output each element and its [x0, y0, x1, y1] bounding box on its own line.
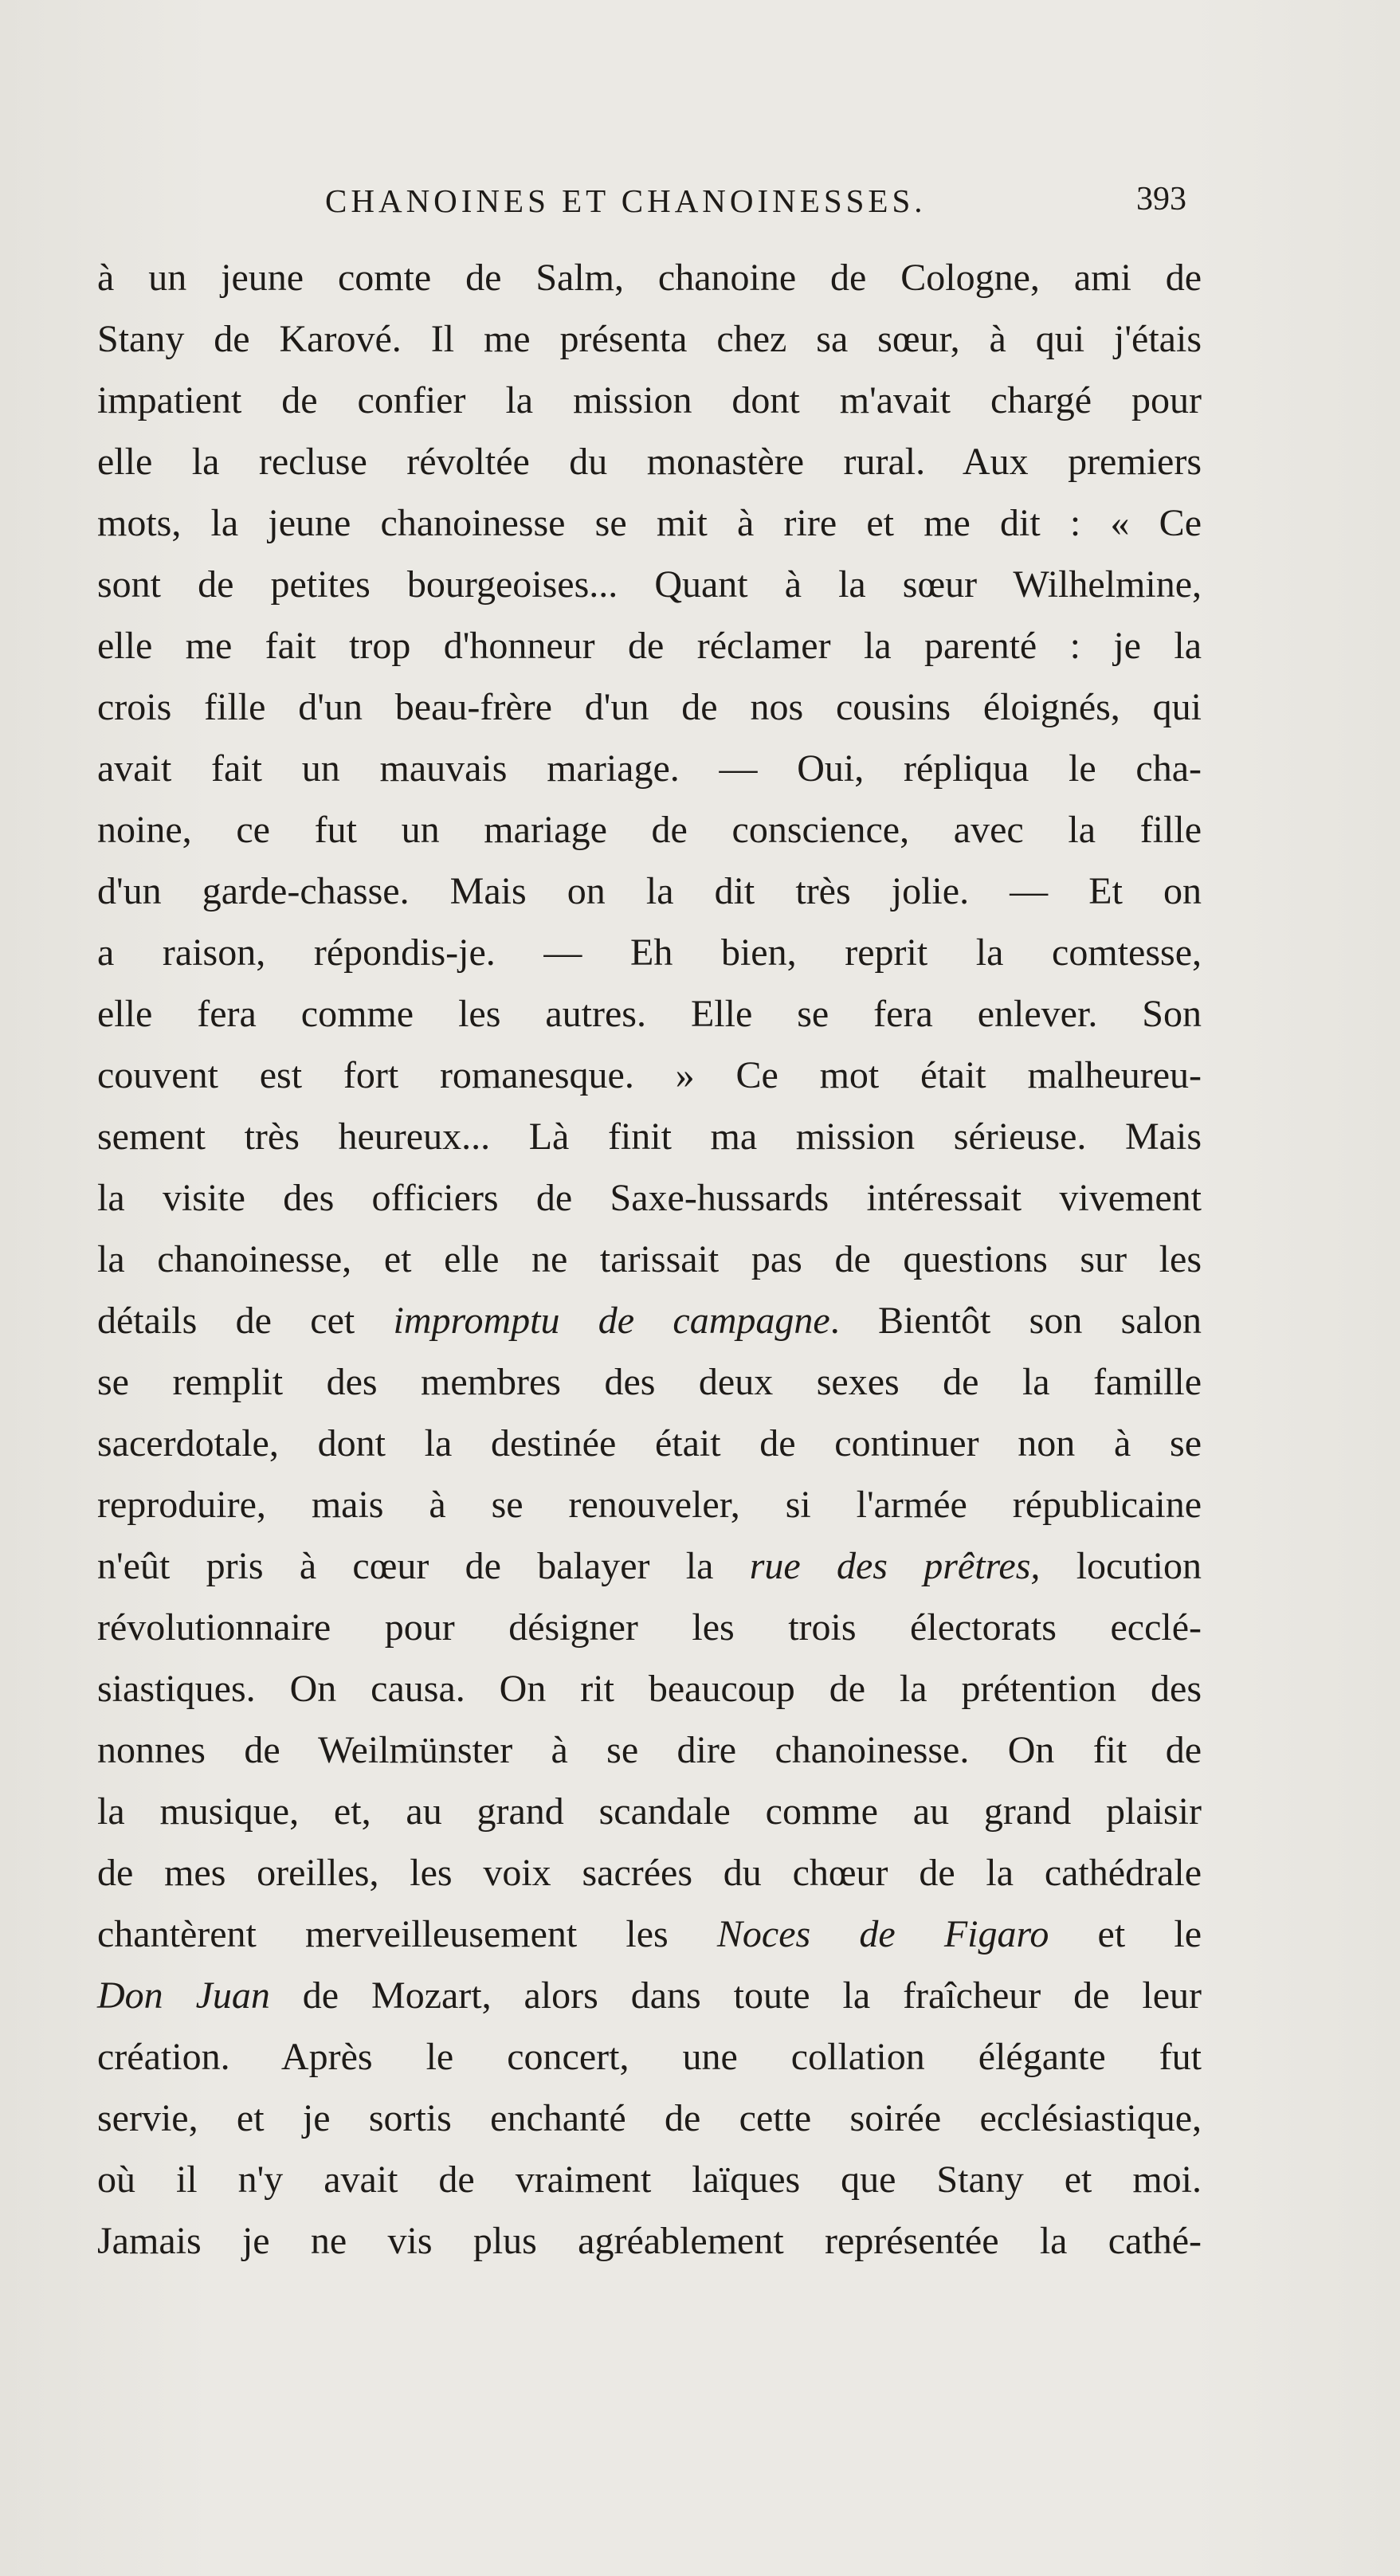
text-line: la visite des officiers de Saxe-hussards intéressait vivement	[97, 1177, 1202, 1219]
page-number: 393	[1136, 181, 1186, 218]
text-line: sacerdotale, dont la destinée était de continuer non à se	[97, 1422, 1202, 1464]
text-line	[97, 1290, 1202, 1351]
text-line	[97, 1535, 1202, 1597]
text-line: la chanoinesse, et elle ne tarissait pas de questions sur les	[97, 1238, 1202, 1280]
text-line: couvent est fort romanesque. » Ce mot était malheureu-	[97, 1054, 1202, 1096]
text-line: d'un garde-chasse. Mais on la dit très jolie. — Et on	[97, 870, 1202, 912]
text-run: n'eût pris à cœur de balayer la	[97, 1545, 750, 1587]
text-line	[97, 1904, 1202, 1965]
text-line	[97, 1965, 1202, 2026]
text-line: siastiques. On causa. On rit beaucoup de la prétention des	[97, 1668, 1202, 1710]
body-text	[97, 247, 1202, 2272]
running-head	[96, 177, 1211, 225]
italic-text: impromptu de campagne	[393, 1300, 830, 1342]
text-line: sont de petites bourgeoises... Quant à la sœur Wilhelmine,	[97, 563, 1202, 606]
text-line: de mes oreilles, les voix sacrées du chœur de la cathédrale	[97, 1852, 1202, 1894]
italic-text: Noces de Figaro	[716, 1913, 1049, 1955]
text-line: avait fait un mauvais mariage. — Oui, répliqua le cha-	[97, 747, 1202, 790]
italic-text: rue des prêtres,	[749, 1545, 1041, 1587]
text-run: locution	[1040, 1545, 1202, 1587]
text-line: Jamais je ne vis plus agréablement représentée la cathé-	[97, 2220, 1202, 2262]
text-line: a raison, répondis-je. — Eh bien, reprit la comtesse,	[97, 931, 1202, 974]
text-line: Stany de Karové. Il me présenta chez sa sœur, à qui j'étais	[97, 318, 1202, 360]
text-line: sement très heureux... Là finit ma mission sérieuse. Mais	[97, 1115, 1202, 1158]
text-line: elle me fait trop d'honneur de réclamer la parenté : je la	[97, 625, 1202, 667]
text-run: . Bientôt son salon	[829, 1300, 1202, 1342]
text-line: impatient de confier la mission dont m'avait chargé pour	[97, 379, 1202, 421]
running-title: CHANOINES ET CHANOINESSES.	[325, 182, 927, 219]
text-line: servie, et je sortis enchanté de cette soirée ecclésiastique,	[97, 2097, 1202, 2139]
text-line: révolutionnaire pour désigner les trois électorats ecclé-	[97, 1606, 1202, 1649]
text-line: elle la recluse révoltée du monastère rural. Aux premiers	[97, 441, 1202, 483]
text-run: chantèrent merveilleusement les	[97, 1913, 717, 1955]
text-line: se remplit des membres des deux sexes de la famille	[97, 1361, 1202, 1403]
text-run: et le	[1049, 1913, 1202, 1955]
text-line: la musique, et, au grand scandale comme au grand plaisir	[97, 1790, 1202, 1833]
text-line: crois fille d'un beau-frère d'un de nos cousins éloignés, qui	[97, 686, 1202, 728]
text-line: noine, ce fut un mariage de conscience, avec la fille	[97, 809, 1202, 851]
text-line: nonnes de Weilmünster à se dire chanoinesse. On fit de	[97, 1729, 1202, 1771]
text-run: de Mozart, alors dans toute la fraîcheur de leur	[269, 1974, 1202, 2017]
text-line: elle fera comme les autres. Elle se fera enlever. Son	[97, 993, 1202, 1035]
text-line: mots, la jeune chanoinesse se mit à rire et me dit : « Ce	[97, 502, 1202, 544]
text-line: création. Après le concert, une collation élégante fut	[97, 2036, 1202, 2078]
text-run: détails de cet	[97, 1300, 394, 1342]
text-line: reproduire, mais à se renouveler, si l'armée républicaine	[97, 1484, 1202, 1526]
text-line: où il n'y avait de vraiment laïques que Stany et moi.	[97, 2158, 1202, 2201]
text-line: à un jeune comte de Salm, chanoine de Cologne, ami de	[97, 257, 1202, 299]
italic-text: Don Juan	[97, 1974, 270, 2017]
